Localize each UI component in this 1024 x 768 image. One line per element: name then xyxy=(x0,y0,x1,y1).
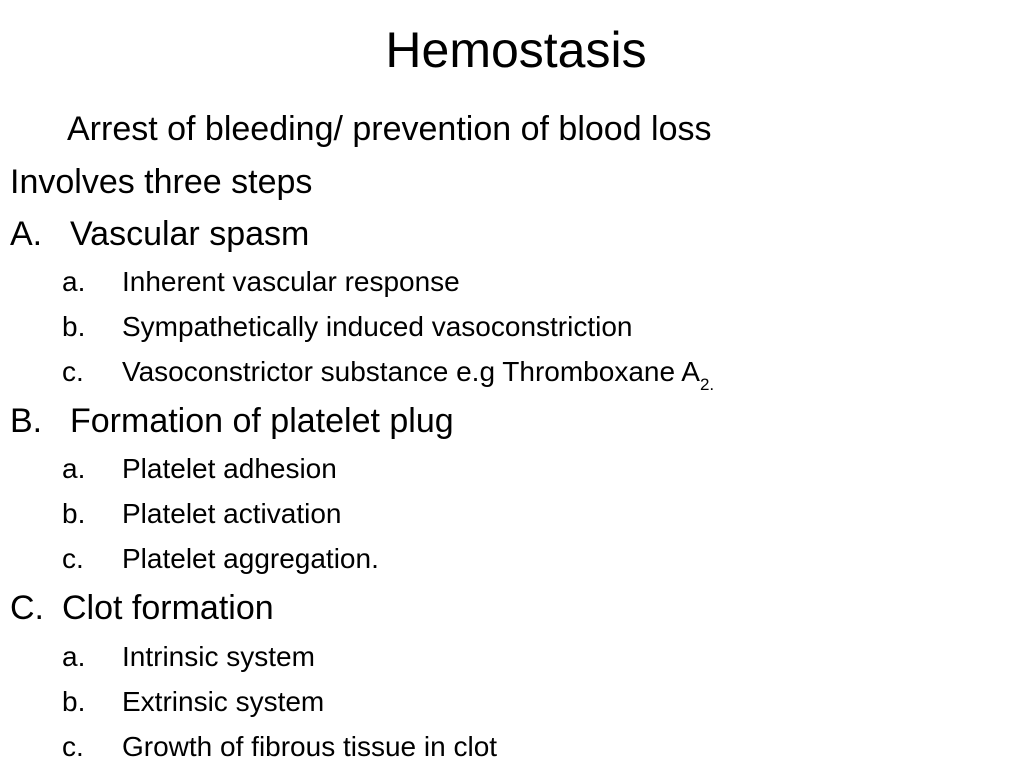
item-text: Inherent vascular response xyxy=(122,266,460,297)
section-label: Formation of platelet plug xyxy=(70,402,454,440)
section-marker: B. xyxy=(10,402,43,440)
item-marker: c. xyxy=(62,731,84,762)
list-item xyxy=(62,730,497,764)
item-marker: a. xyxy=(62,453,86,484)
list-item xyxy=(62,497,341,531)
item-text: Vasoconstrictor substance e.g Thromboxane A xyxy=(122,356,700,387)
list-item xyxy=(62,640,315,674)
section-a-heading xyxy=(10,213,309,255)
item-subscript: 2. xyxy=(699,375,715,394)
item-marker: a. xyxy=(62,266,86,297)
list-item xyxy=(62,310,632,344)
item-text: Intrinsic system xyxy=(122,641,315,672)
item-text: Extrinsic system xyxy=(122,686,325,717)
list-item xyxy=(62,542,379,576)
list-item xyxy=(62,355,715,394)
section-label: Vascular spasm xyxy=(70,215,310,253)
section-marker: A. xyxy=(10,215,43,253)
intro-line: Involves three steps xyxy=(10,163,313,201)
section-marker: C. xyxy=(10,589,44,627)
item-marker: b. xyxy=(62,498,86,529)
list-item xyxy=(62,685,324,719)
section-c-heading xyxy=(10,587,274,629)
item-text: Growth of fibrous tissue in clot xyxy=(122,731,498,762)
section-b-heading xyxy=(10,400,454,442)
item-marker: b. xyxy=(62,311,86,342)
item-text: Platelet activation xyxy=(122,498,342,529)
item-text: Sympathetically induced vasoconstriction xyxy=(122,311,633,342)
item-text: Platelet adhesion xyxy=(122,453,337,484)
item-marker: b. xyxy=(62,686,86,717)
list-item xyxy=(62,265,460,299)
slide-subtitle: Arrest of bleeding/ prevention of blood loss xyxy=(67,110,712,148)
list-item xyxy=(62,452,337,486)
item-text: Platelet aggregation. xyxy=(122,543,379,574)
item-marker: c. xyxy=(62,543,84,574)
section-label: Clot formation xyxy=(62,589,274,627)
item-marker: a. xyxy=(62,641,86,672)
item-marker: c. xyxy=(62,356,84,387)
slide-title: Hemostasis xyxy=(385,22,647,78)
